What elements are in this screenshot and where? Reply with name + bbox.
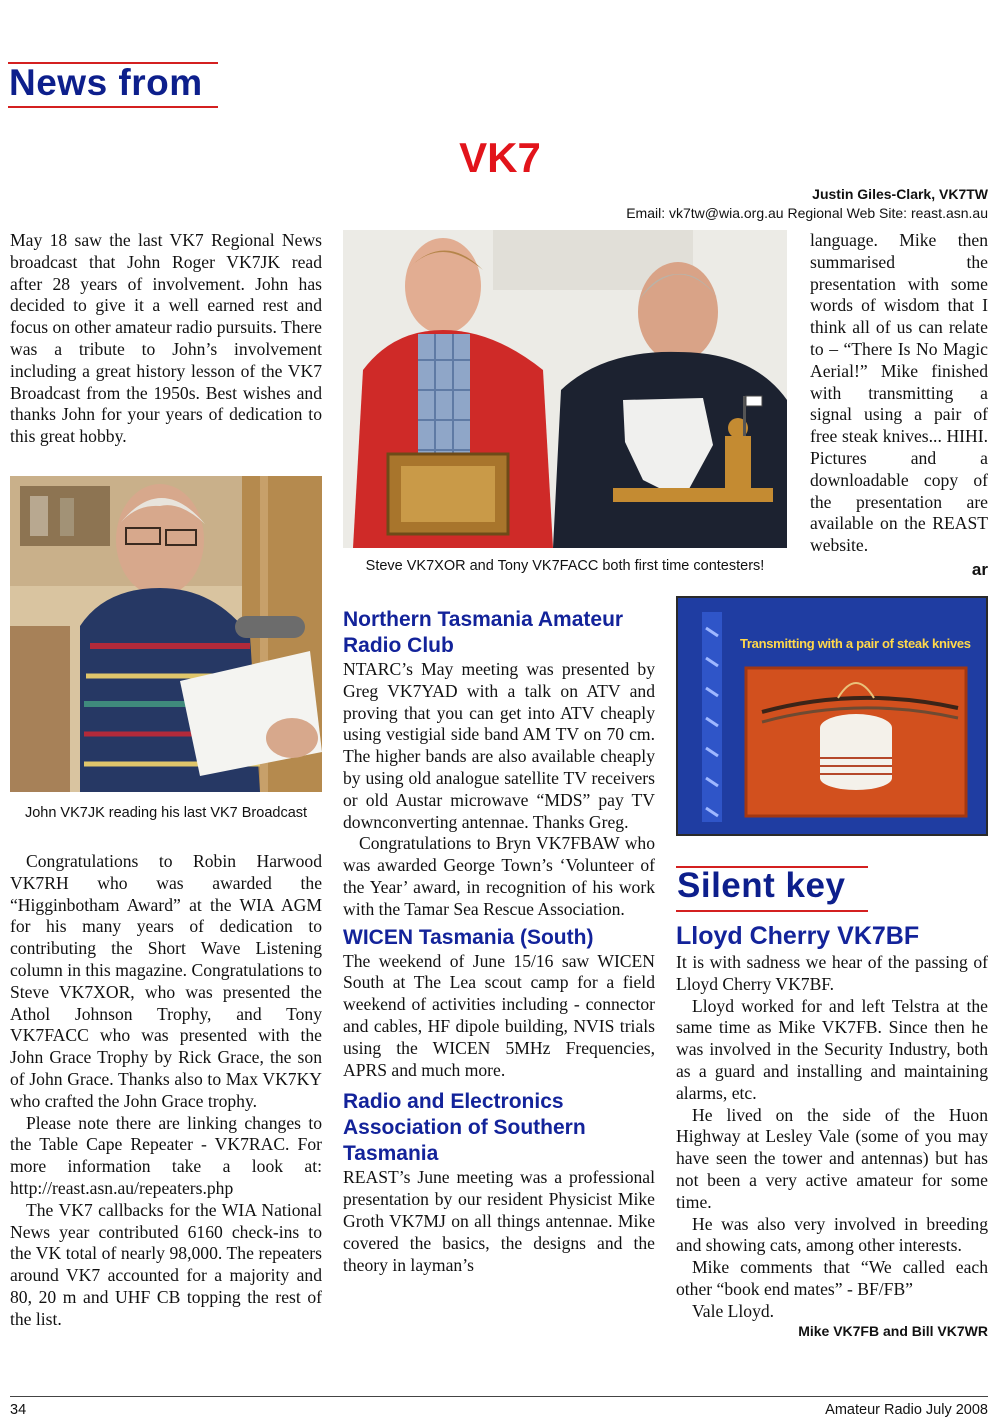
slide-title: Transmitting with a pair of steak knives	[740, 636, 971, 651]
col2-body	[343, 607, 655, 1276]
article-end-mark: ar	[971, 560, 988, 579]
photo-steve-tony	[343, 230, 787, 548]
col1-intro	[10, 230, 322, 448]
lloyd-paragraph-huon: He lived on the side of the Huon Highway at Lesley Vale (some of you may have seen the tower and antennas) but has not been a very active amateur for some time.	[676, 1104, 988, 1212]
author-byline: Justin Giles-Clark, VK7TW	[812, 186, 988, 202]
lloyd-paragraph-cats: He was also very involved in breeding and showing cats, among other interests.	[676, 1213, 988, 1256]
col3-continuation-paragraph: language. Mike then summarised the presentation with some words of wisdom that I think all of us can relate to – “There Is No Magic Aerial!” Mike finished with transmitting a signal using a pair of free steak knives... HIHI. Pictures and a downloadable copy of the presentation are available on the REAST website.	[810, 230, 988, 556]
col3-continuation	[810, 230, 988, 557]
publication-info: Amateur Radio July 2008	[825, 1402, 988, 1418]
region-title: VK7	[459, 134, 541, 181]
reast-paragraph: REAST’s June meeting was a professional presentation by our resident Physicist Mike Groth VK7MJ on all things antennae. Mike covered the basics, the designs and the theory in layman’s	[343, 1167, 655, 1275]
heading-reast: Radio and Electronics Association of Southern Tasmania	[343, 1090, 586, 1166]
heading-wicen: WICEN Tasmania (South)	[343, 925, 594, 949]
ntarc-paragraph-bryn: Congratulations to Bryn VK7FBAW who was awarded George Town’s ‘Volunteer of the Year’ award, in recognition of his work with the Tamar Sea Rescue Association.	[343, 833, 655, 919]
section-label: News from	[9, 62, 203, 103]
footer-rule	[10, 1396, 988, 1397]
col1-paragraph-repeater: Please note there are linking changes to the Table Cape Repeater - VK7RAC. For more information take a look at: http://reast.asn.au/repeaters.php	[10, 1112, 322, 1198]
col1-intro-paragraph: May 18 saw the last VK7 Regional News broadcast that John Roger VK7JK read after 28 years of involvement. John has decided to give it a well earned rest and focus on other amateur radio pursuits. There was a tribute to John’s involvement including a great history lesson of the VK7 Broadcast from the 1950s. Best wishes and thanks John for your years of dedication to this great hobby.	[10, 230, 322, 447]
heading-lloyd-cherry: Lloyd Cherry VK7BF	[676, 922, 920, 950]
photo-john-caption: John VK7JK reading his last VK7 Broadcast	[24, 805, 308, 821]
wicen-body	[343, 951, 655, 1082]
reast-body	[343, 1167, 655, 1276]
header-bottom-rule	[8, 106, 218, 108]
page-number: 34	[10, 1402, 27, 1418]
lloyd-paragraph-passing: It is with sadness we hear of the passing of Lloyd Cherry VK7BF.	[676, 952, 988, 994]
photo-steve-tony-caption: Steve VK7XOR and Tony VK7FACC both first time contesters!	[365, 558, 765, 574]
ntarc-body	[343, 659, 655, 921]
lloyd-paragraph-bookend: Mike comments that “We called each other “book end mates” - BF/FB”	[676, 1257, 988, 1299]
silent-key-body	[676, 921, 988, 1339]
silent-key-bottom-rule	[676, 910, 868, 912]
lloyd-body	[676, 952, 988, 1323]
slide-decoration	[678, 598, 986, 834]
photo-steve-tony-image	[343, 230, 787, 548]
photo-john-vk7jk-image	[10, 476, 322, 792]
slide-image	[676, 596, 988, 836]
silent-key-heading: Silent key	[677, 866, 846, 905]
wicen-paragraph: The weekend of June 15/16 saw WICEN South at The Lea scout camp for a field weekend of activities including - connector and cables, HF dipole building, NVIS trials using the WICEN 5MHz Frequencies, APRS and much more.	[343, 950, 655, 1080]
heading-ntarc: Northern Tasmania Amateur Radio Club	[343, 608, 624, 657]
photo-john-vk7jk	[10, 476, 322, 792]
col1-body	[10, 851, 322, 1331]
ntarc-paragraph-atv: NTARC’s May meeting was presented by Greg VK7YAD with a talk on ATV and proving that you can get into ATV cheaply using vestigial side band AM TV on 70 cm. The higher bands are also available cheaply by using old analogue satellite TV receivers or old Austar microwave “MDS” pay TV downconverting antennae. Thanks Greg.	[343, 659, 655, 832]
author-contact: Email: vk7tw@wia.org.au Regional Web Site: reast.asn.au	[626, 205, 988, 221]
col1-paragraph-callbacks: The VK7 callbacks for the WIA National News year contributed 6160 check-ins to the VK total of nearly 98,000. The repeaters around VK7 accounted for a majority and 80, 20 m and UHF CB topping the rest of the list.	[10, 1199, 322, 1329]
lloyd-paragraph-vale: Vale Lloyd.	[692, 1300, 775, 1321]
lloyd-paragraph-telstra: Lloyd worked for and left Telstra at the same time as Mike VK7FB. Since then he was involved in the Security Industry, both as a guard and installing and maintaining alarms, etc.	[676, 995, 988, 1103]
col1-paragraph-awards: Congratulations to Robin Harwood VK7RH who was awarded the “Higginbotham Award” at the WIA AGM for his many years of dedication to contributing the Short Wave Listening column in this magazine. Congratulations to Steve VK7XOR, who was presented the Athol Johnson Trophy, and Tony VK7FACC who was presented with the John Grace Trophy by Rick Grace, the son of John Grace. Thanks also to Max VK7KY who crafted the John Grace trophy.	[10, 851, 322, 1111]
silent-key-signature: Mike VK7FB and Bill VK7WR	[798, 1322, 988, 1339]
